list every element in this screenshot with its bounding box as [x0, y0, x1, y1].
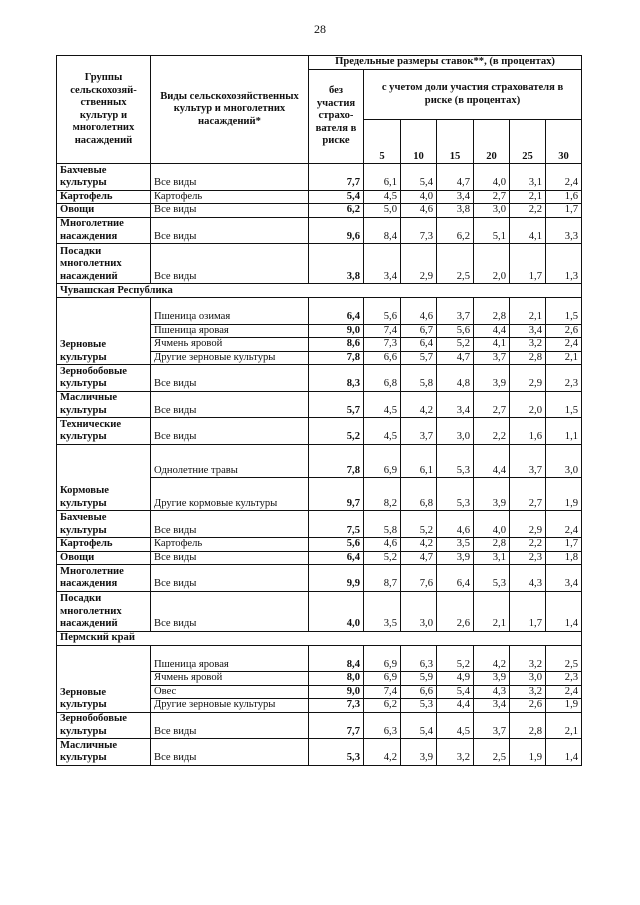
- crop-group: Овощи: [57, 204, 151, 218]
- header-kind: Виды сельскохозяйственных культур и многолетних насаждений*: [151, 56, 309, 164]
- crop-group: Посадки многолетних насаждений: [57, 591, 151, 631]
- rate-with-share: 7,4: [364, 324, 401, 338]
- crop-kind: Все виды: [151, 712, 309, 739]
- rate-with-share: 2,2: [474, 418, 510, 445]
- rate-with-share: 5,4: [401, 712, 437, 739]
- rate-with-share: 3,0: [474, 204, 510, 218]
- table-row: [57, 511, 582, 538]
- rate-without-participation: 5,2: [309, 418, 364, 445]
- table-row: [57, 217, 582, 244]
- rate-with-share: 2,8: [474, 298, 510, 325]
- rate-with-share: 5,1: [474, 217, 510, 244]
- rate-without-participation: 8,6: [309, 338, 364, 352]
- rate-with-share: 3,4: [364, 244, 401, 284]
- crop-group: Масличные культуры: [57, 739, 151, 766]
- rate-with-share: 2,4: [546, 511, 582, 538]
- header-group: Группы сельскохозяй-ственных культур и многолетних насаждений: [57, 56, 151, 164]
- rate-with-share: 6,4: [401, 338, 437, 352]
- header-without-participation: без участия страхо-вателя в риске: [309, 70, 364, 164]
- rate-with-share: 5,4: [437, 685, 474, 699]
- rate-with-share: 6,2: [437, 217, 474, 244]
- rate-with-share: 3,2: [510, 685, 546, 699]
- rate-with-share: 6,1: [401, 444, 437, 477]
- table-row: [57, 298, 582, 325]
- rate-with-share: 6,9: [364, 645, 401, 672]
- rate-with-share: 3,9: [474, 365, 510, 392]
- rate-with-share: 6,9: [364, 672, 401, 686]
- rate-with-share: 3,4: [546, 565, 582, 592]
- crop-kind: Пшеница яровая: [151, 645, 309, 672]
- rate-with-share: 2,7: [510, 478, 546, 511]
- rate-without-participation: 9,0: [309, 324, 364, 338]
- rate-with-share: 6,8: [401, 478, 437, 511]
- header-pct: 20: [474, 120, 510, 164]
- rate-without-participation: 8,0: [309, 672, 364, 686]
- header-pct: 30: [546, 120, 582, 164]
- rate-with-share: 3,0: [510, 672, 546, 686]
- rate-with-share: 1,3: [546, 244, 582, 284]
- rate-with-share: 6,8: [364, 365, 401, 392]
- table-row: [57, 391, 582, 418]
- rate-with-share: 6,4: [437, 565, 474, 592]
- rate-with-share: 1,7: [546, 538, 582, 552]
- rate-with-share: 1,8: [546, 551, 582, 565]
- rate-with-share: 3,4: [474, 699, 510, 713]
- crop-kind: Все виды: [151, 565, 309, 592]
- rate-with-share: 3,9: [474, 478, 510, 511]
- region-row: [57, 631, 582, 645]
- rate-with-share: 2,8: [474, 538, 510, 552]
- table-row: [57, 244, 582, 284]
- crop-kind: Все виды: [151, 739, 309, 766]
- rate-with-share: 7,4: [364, 685, 401, 699]
- rate-without-participation: 9,6: [309, 217, 364, 244]
- crop-kind: Все виды: [151, 244, 309, 284]
- table-row: [57, 551, 582, 565]
- rate-with-share: 3,0: [546, 444, 582, 477]
- rate-with-share: 8,4: [364, 217, 401, 244]
- rate-with-share: 6,6: [364, 351, 401, 365]
- rate-with-share: 3,2: [510, 645, 546, 672]
- rate-with-share: 6,6: [401, 685, 437, 699]
- rate-with-share: 6,3: [364, 712, 401, 739]
- crop-kind: Другие кормовые культуры: [151, 478, 309, 511]
- crop-group: Зернобобовые культуры: [57, 365, 151, 392]
- rate-with-share: 3,1: [510, 164, 546, 191]
- rate-with-share: 1,1: [546, 418, 582, 445]
- crop-kind: Другие зерновые культуры: [151, 351, 309, 365]
- rate-without-participation: 5,7: [309, 391, 364, 418]
- rate-with-share: 3,7: [510, 444, 546, 477]
- rate-with-share: 3,2: [510, 338, 546, 352]
- rate-with-share: 1,5: [546, 391, 582, 418]
- header-with-share: с учетом доли участия страхователя в риске (в процентах): [364, 70, 582, 120]
- crop-kind: Все виды: [151, 164, 309, 191]
- crop-group: Овощи: [57, 551, 151, 565]
- rate-with-share: 4,5: [364, 391, 401, 418]
- crop-group: Масличные культуры: [57, 391, 151, 418]
- region-label: Чувашская Республика: [57, 284, 582, 298]
- rate-without-participation: 8,4: [309, 645, 364, 672]
- table-row: [57, 444, 582, 477]
- header-pct: 25: [510, 120, 546, 164]
- table-row: [57, 538, 582, 552]
- rate-with-share: 4,3: [474, 685, 510, 699]
- rate-with-share: 5,6: [364, 298, 401, 325]
- rate-with-share: 5,9: [401, 672, 437, 686]
- rate-with-share: 5,3: [401, 699, 437, 713]
- rate-with-share: 2,4: [546, 685, 582, 699]
- rate-with-share: 2,1: [546, 351, 582, 365]
- header-pct: 5: [364, 120, 401, 164]
- header-pct: 10: [401, 120, 437, 164]
- rate-with-share: 8,7: [364, 565, 401, 592]
- rate-with-share: 4,7: [401, 551, 437, 565]
- rate-with-share: 5,6: [437, 324, 474, 338]
- rate-with-share: 2,3: [546, 365, 582, 392]
- crop-kind: Все виды: [151, 418, 309, 445]
- rate-with-share: 4,6: [401, 204, 437, 218]
- crop-kind: Картофель: [151, 190, 309, 204]
- rate-with-share: 3,7: [437, 298, 474, 325]
- rate-with-share: 3,4: [437, 391, 474, 418]
- crop-kind: Ячмень яровой: [151, 338, 309, 352]
- rate-with-share: 3,9: [474, 672, 510, 686]
- rate-with-share: 4,1: [474, 338, 510, 352]
- rate-without-participation: 5,4: [309, 190, 364, 204]
- rate-with-share: 2,6: [510, 699, 546, 713]
- rate-without-participation: 9,7: [309, 478, 364, 511]
- rate-with-share: 2,5: [546, 645, 582, 672]
- rate-with-share: 2,2: [510, 538, 546, 552]
- rate-with-share: 5,3: [437, 444, 474, 477]
- table-row: [57, 565, 582, 592]
- table-row: [57, 164, 582, 191]
- rate-with-share: 4,4: [474, 324, 510, 338]
- crop-kind: Другие зерновые культуры: [151, 699, 309, 713]
- rate-with-share: 4,0: [401, 190, 437, 204]
- rate-without-participation: 6,2: [309, 204, 364, 218]
- rate-with-share: 4,4: [474, 444, 510, 477]
- crop-kind: Пшеница озимая: [151, 298, 309, 325]
- rate-with-share: 4,3: [510, 565, 546, 592]
- rate-with-share: 3,0: [437, 418, 474, 445]
- rate-with-share: 2,1: [510, 190, 546, 204]
- header-pct: 15: [437, 120, 474, 164]
- rate-with-share: 3,5: [364, 591, 401, 631]
- rate-with-share: 2,1: [474, 591, 510, 631]
- rate-with-share: 5,4: [401, 164, 437, 191]
- crop-kind: Все виды: [151, 591, 309, 631]
- rate-with-share: 3,0: [401, 591, 437, 631]
- rate-without-participation: 7,7: [309, 164, 364, 191]
- crop-kind: Все виды: [151, 365, 309, 392]
- region-label: Пермский край: [57, 631, 582, 645]
- rate-with-share: 4,0: [474, 164, 510, 191]
- crop-kind: Картофель: [151, 538, 309, 552]
- header-rates: Предельные размеры ставок**, (в процентах): [309, 56, 582, 70]
- rate-with-share: 4,2: [474, 645, 510, 672]
- rate-with-share: 3,1: [474, 551, 510, 565]
- rate-without-participation: 6,4: [309, 551, 364, 565]
- crop-kind: Пшеница яровая: [151, 324, 309, 338]
- rate-without-participation: 6,4: [309, 298, 364, 325]
- rate-with-share: 6,7: [401, 324, 437, 338]
- rate-with-share: 2,1: [510, 298, 546, 325]
- rate-with-share: 3,7: [474, 712, 510, 739]
- crop-kind: Все виды: [151, 217, 309, 244]
- rate-without-participation: 7,5: [309, 511, 364, 538]
- table-row: [57, 739, 582, 766]
- region-row: [57, 284, 582, 298]
- rate-with-share: 2,0: [474, 244, 510, 284]
- table-row: [57, 645, 582, 672]
- rate-with-share: 4,5: [437, 712, 474, 739]
- rate-without-participation: 7,8: [309, 351, 364, 365]
- rate-with-share: 5,8: [364, 511, 401, 538]
- rate-with-share: 2,7: [474, 391, 510, 418]
- rate-without-participation: 8,3: [309, 365, 364, 392]
- crop-group: Многолетние насаждения: [57, 217, 151, 244]
- rate-with-share: 6,3: [401, 645, 437, 672]
- crop-group: Многолетние насаждения: [57, 565, 151, 592]
- rate-without-participation: 7,8: [309, 444, 364, 477]
- rate-with-share: 4,6: [401, 298, 437, 325]
- rate-without-participation: 5,3: [309, 739, 364, 766]
- crop-kind: Все виды: [151, 391, 309, 418]
- rate-with-share: 6,9: [364, 444, 401, 477]
- rate-with-share: 2,0: [510, 391, 546, 418]
- rate-with-share: 2,6: [546, 324, 582, 338]
- rate-with-share: 1,7: [546, 204, 582, 218]
- crop-group: Зерновые культуры: [57, 298, 151, 365]
- rate-with-share: 5,0: [364, 204, 401, 218]
- rate-with-share: 4,2: [401, 538, 437, 552]
- rate-with-share: 4,8: [437, 365, 474, 392]
- rate-with-share: 4,6: [437, 511, 474, 538]
- rate-with-share: 2,2: [510, 204, 546, 218]
- rate-without-participation: 4,0: [309, 591, 364, 631]
- rate-with-share: 2,3: [546, 672, 582, 686]
- crop-group: Зерновые культуры: [57, 645, 151, 712]
- rate-with-share: 1,5: [546, 298, 582, 325]
- rate-with-share: 5,7: [401, 351, 437, 365]
- rate-with-share: 1,4: [546, 739, 582, 766]
- crop-group: Посадки многолетних насаждений: [57, 244, 151, 284]
- crop-group: Картофель: [57, 190, 151, 204]
- rate-with-share: 1,9: [510, 739, 546, 766]
- rate-with-share: 1,6: [546, 190, 582, 204]
- rate-with-share: 4,7: [437, 164, 474, 191]
- rate-with-share: 2,6: [437, 591, 474, 631]
- table-row: [57, 418, 582, 445]
- table-row: [57, 204, 582, 218]
- rate-without-participation: 7,3: [309, 699, 364, 713]
- rate-with-share: 5,2: [437, 338, 474, 352]
- rate-with-share: 4,9: [437, 672, 474, 686]
- rate-with-share: 3,3: [546, 217, 582, 244]
- rate-with-share: 5,2: [401, 511, 437, 538]
- rate-with-share: 4,2: [364, 739, 401, 766]
- rate-with-share: 4,5: [364, 418, 401, 445]
- rate-with-share: 4,7: [437, 351, 474, 365]
- rate-with-share: 2,8: [510, 351, 546, 365]
- table-row: [57, 190, 582, 204]
- rate-with-share: 2,9: [510, 365, 546, 392]
- crop-kind: Все виды: [151, 204, 309, 218]
- rate-with-share: 2,5: [437, 244, 474, 284]
- crop-kind: Ячмень яровой: [151, 672, 309, 686]
- rate-without-participation: 9,9: [309, 565, 364, 592]
- rate-with-share: 4,0: [474, 511, 510, 538]
- crop-kind: Все виды: [151, 511, 309, 538]
- rate-with-share: 3,8: [437, 204, 474, 218]
- rate-without-participation: 3,8: [309, 244, 364, 284]
- rate-with-share: 1,4: [546, 591, 582, 631]
- rate-with-share: 3,4: [437, 190, 474, 204]
- rate-with-share: 5,2: [437, 645, 474, 672]
- rate-with-share: 7,3: [401, 217, 437, 244]
- rate-with-share: 6,1: [364, 164, 401, 191]
- rate-with-share: 2,3: [510, 551, 546, 565]
- rate-with-share: 3,2: [437, 739, 474, 766]
- rate-with-share: 7,6: [401, 565, 437, 592]
- rate-with-share: 7,3: [364, 338, 401, 352]
- rate-with-share: 3,9: [401, 739, 437, 766]
- rate-with-share: 5,3: [474, 565, 510, 592]
- table-body: [57, 164, 582, 766]
- crop-kind: Все виды: [151, 551, 309, 565]
- crop-kind: Овес: [151, 685, 309, 699]
- crop-group: Технические культуры: [57, 418, 151, 445]
- rate-with-share: 4,6: [364, 538, 401, 552]
- rate-with-share: 3,7: [401, 418, 437, 445]
- rate-with-share: 1,6: [510, 418, 546, 445]
- rate-with-share: 1,7: [510, 244, 546, 284]
- rate-with-share: 1,9: [546, 478, 582, 511]
- rate-with-share: 2,9: [510, 511, 546, 538]
- rate-with-share: 4,4: [437, 699, 474, 713]
- table-row: [57, 365, 582, 392]
- crop-kind: Однолетние травы: [151, 444, 309, 477]
- insurance-rates-table: [56, 55, 582, 766]
- rate-with-share: 2,8: [510, 712, 546, 739]
- page-number: 28: [314, 22, 326, 36]
- rate-with-share: 3,9: [437, 551, 474, 565]
- table-row: [57, 591, 582, 631]
- rate-with-share: 1,9: [546, 699, 582, 713]
- rate-with-share: 3,5: [437, 538, 474, 552]
- table-row: [57, 712, 582, 739]
- crop-group: Картофель: [57, 538, 151, 552]
- rate-with-share: 4,2: [401, 391, 437, 418]
- rate-with-share: 5,2: [364, 551, 401, 565]
- rate-with-share: 8,2: [364, 478, 401, 511]
- rate-without-participation: 7,7: [309, 712, 364, 739]
- crop-group: Бахчевые культуры: [57, 164, 151, 191]
- rate-without-participation: 5,6: [309, 538, 364, 552]
- rate-with-share: 2,9: [401, 244, 437, 284]
- crop-group: Бахчевые культуры: [57, 511, 151, 538]
- rate-with-share: 3,7: [474, 351, 510, 365]
- rate-with-share: 6,2: [364, 699, 401, 713]
- rate-with-share: 5,8: [401, 365, 437, 392]
- crop-group: Зернобобовые культуры: [57, 712, 151, 739]
- rate-with-share: 2,4: [546, 164, 582, 191]
- rate-with-share: 4,1: [510, 217, 546, 244]
- rate-with-share: 2,1: [546, 712, 582, 739]
- rate-with-share: 3,4: [510, 324, 546, 338]
- rate-with-share: 2,5: [474, 739, 510, 766]
- crop-group: Кормовые культуры: [57, 444, 151, 511]
- rate-with-share: 1,7: [510, 591, 546, 631]
- rate-with-share: 5,3: [437, 478, 474, 511]
- rate-with-share: 4,5: [364, 190, 401, 204]
- rate-without-participation: 9,0: [309, 685, 364, 699]
- rate-with-share: 2,4: [546, 338, 582, 352]
- rate-with-share: 2,7: [474, 190, 510, 204]
